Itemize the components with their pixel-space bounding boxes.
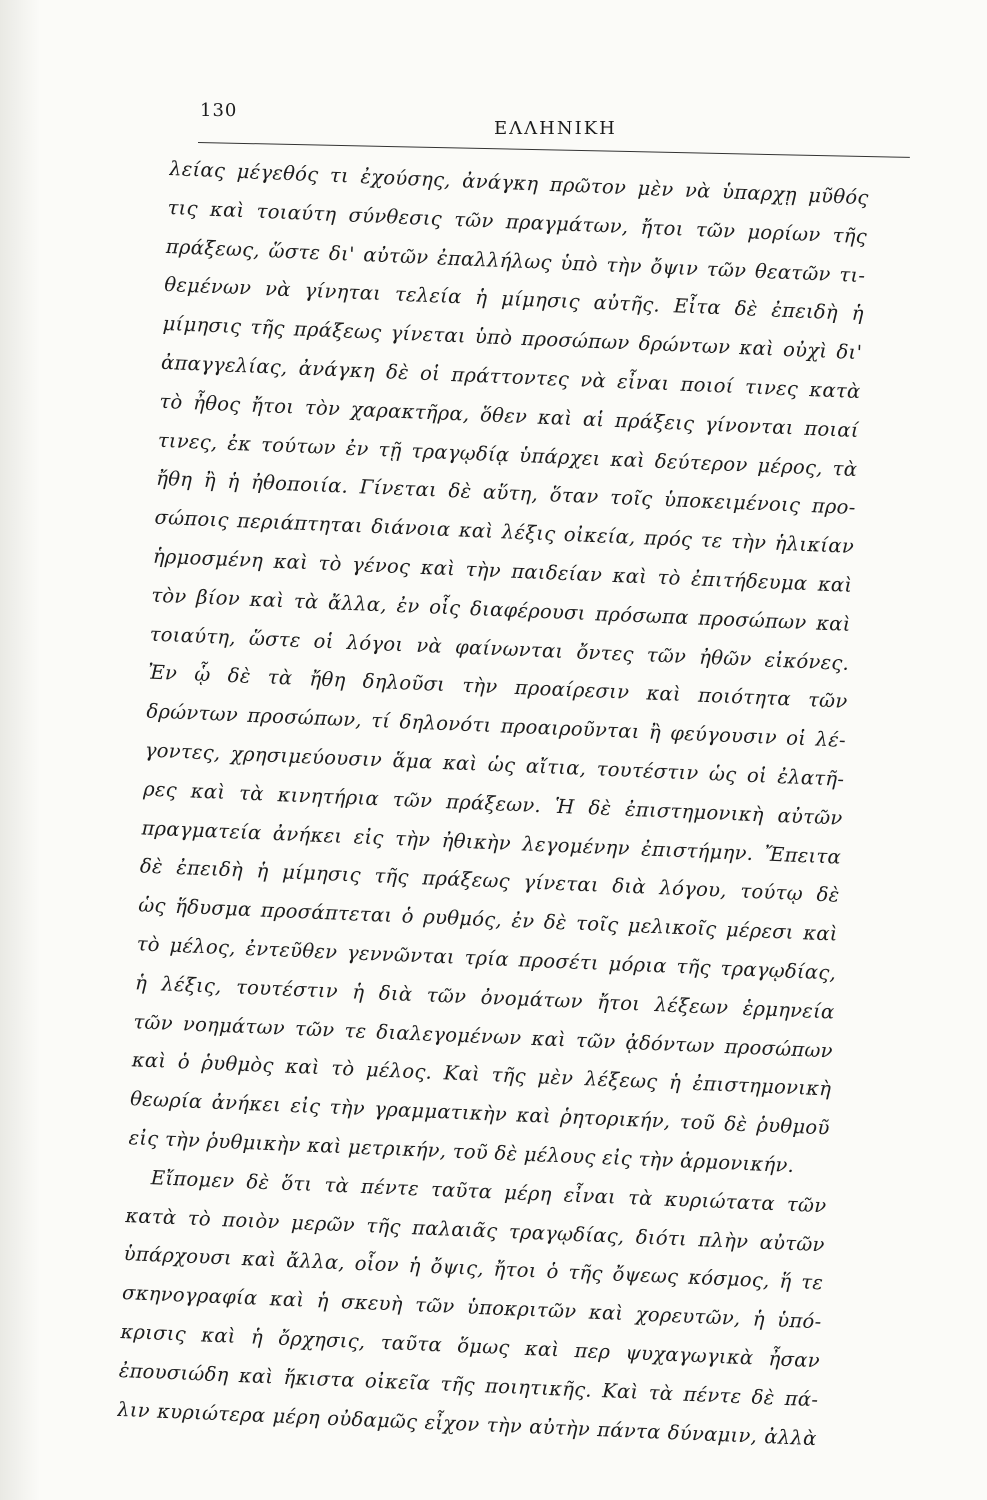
- text-line: δὲ ἐπειδὴ ἡ μίμησις τῆς πράξεως γίνεται διὰ λόγου, τούτῳ δὲ: [139, 854, 840, 908]
- text-line: εἰς τὴν ῥυθμικὴν καὶ μετρικήν, τοῦ δὲ μέλους εἰς τὴν ἁρμονικήν.: [128, 1126, 795, 1177]
- text-line: πράξεως, ὥστε δι' αὐτῶν ἐπαλλήλως ὑπὸ τὴν ὄψιν τῶν θεατῶν τι-: [165, 234, 866, 287]
- text-line: ὑπάρχουσι καὶ ἄλλα, οἷον ἡ ὄψις, ἤτοι ὁ τῆς ὄψεως κόσμος, ἥ τε: [123, 1242, 824, 1295]
- text-line: γοντες, χρησιμεύουσιν ἅμα καὶ ὡς αἴτια, τουτέστιν ὡς οἱ ἐλατῆ-: [144, 738, 845, 791]
- text-line: ὡς ἥδυσμα προσάπτεται ὁ ρυθμός, ἐν δὲ τοῖς μελικοῖς μέρεσι καὶ: [137, 893, 839, 946]
- text-line: δρώντων προσώπων, τί δηλονότι προαιροῦνται ἢ φεύγουσιν οἱ λέ-: [145, 699, 847, 752]
- text-line: μίμησις τῆς πράξεως γίνεται ὑπὸ προσώπων δρώντων καὶ οὐχὶ δι': [162, 312, 863, 365]
- text-line: τῶν νοημάτων τῶν τε διαλεγομένων καὶ τῶν ᾀδόντων προσώπων: [133, 1009, 834, 1063]
- page-number: 130: [200, 100, 238, 121]
- text-line: ἡ λέξις, τουτέστιν ἡ διὰ τῶν ὀνομάτων ἤτοι λέξεων ἑρμηνεία: [134, 971, 835, 1024]
- text-line: σώποις περιάπτηται διάνοια καὶ λέξις οἰκεία, πρός τε τὴν ἡλικίαν: [154, 505, 855, 559]
- text-line: λιν κυριώτερα μέρη οὐδαμῶς εἶχον τὴν αὐτὴν πάντα δύναμιν, ἀλλὰ: [116, 1397, 818, 1450]
- text-line: τις καὶ τοιαύτη σύνθεσις τῶν πραγμάτων, ἤτοι τῶν μορίων τῆς: [167, 195, 868, 249]
- running-title: ΕΛΛΗΝΙΚΗ: [494, 118, 617, 139]
- text-line: ἡρμοσμένη καὶ τὸ γένος καὶ τὴν παιδείαν καὶ τὸ ἐπιτήδευμα καὶ: [152, 544, 853, 597]
- text-line: κατὰ τὸ ποιὸν μερῶν τῆς παλαιᾶς τραγῳδίας, διότι πλὴν αὐτῶν: [124, 1203, 826, 1256]
- text-line: τὸ μέλος, ἐντεῦθεν γεννῶνται τρία προσέτι μόρια τῆς τραγῳδίας,: [136, 932, 837, 985]
- text-line: τοιαύτη, ὥστε οἱ λόγοι νὰ φαίνωνται ὄντες τῶν ἠθῶν εἰκόνες.: [149, 622, 850, 675]
- text-line: ρες καὶ τὰ κινητήρια τῶν πράξεων. Ἡ δὲ ἐπιστημονικὴ αὐτῶν: [142, 777, 844, 830]
- text-line: τὸν βίον καὶ τὰ ἄλλα, ἐν οἷς διαφέρουσι πρόσωπα προσώπων καὶ: [150, 583, 852, 636]
- paragraph-start-line: Εἴπομεν δὲ ὅτι τὰ πέντε ταῦτα μέρη εἶναι τὰ κυριώτατα τῶν: [150, 1165, 827, 1218]
- text-line: θεωρία ἀνήκει εἰς τὴν γραμματικὴν καὶ ῥητορικήν, τοῦ δὲ ῥυθμοῦ: [129, 1087, 831, 1140]
- text-line: ἤθη ἢ ἡ ἠθοποιία. Γίνεται δὲ αὕτη, ὅταν τοῖς ὑποκειμένοις προ-: [155, 467, 857, 520]
- text-line: ἐπουσιώδη καὶ ἥκιστα οἰκεῖα τῆς ποιητικῆς. Καὶ τὰ πέντε δὲ πά-: [118, 1358, 819, 1411]
- text-line: τινες, ἐκ τούτων ἐν τῇ τραγῳδίᾳ ὑπάρχει καὶ δεύτερον μέρος, τὰ: [157, 428, 858, 481]
- text-line: τὸ ἦθος ἤτοι τὸν χαρακτῆρα, ὅθεν καὶ αἱ πράξεις γίνονται ποιαί: [158, 389, 860, 442]
- text-line: Ἐν ᾧ δὲ τὰ ἤθη δηλοῦσι τὴν προαίρεσιν καὶ ποιότητα τῶν: [147, 660, 848, 714]
- text-line: σκηνογραφία καὶ ἡ σκευὴ τῶν ὑποκριτῶν καὶ χορευτῶν, ἡ ὑπό-: [121, 1281, 822, 1334]
- gutter-shadow: [0, 0, 40, 1500]
- text-line: κρισις καὶ ἡ ὄρχησις, ταῦτα ὅμως καὶ περ ψυχαγωγικὰ ἦσαν: [120, 1319, 821, 1373]
- text-line: λείας μέγεθός τι ἐχούσης, ἀνάγκη πρῶτον μὲν νὰ ὑπαρχῃ μῦθός: [168, 156, 870, 210]
- text-line: καὶ ὁ ῥυθμὸς καὶ τὸ μέλος. Καὶ τῆς μὲν λέξεως ἡ ἐπιστημονικὴ: [131, 1048, 832, 1101]
- text-line: πραγματεία ἀνήκει εἰς τὴν ἠθικὴν λεγομένην ἐπιστήμην. Ἔπειτα: [141, 815, 842, 869]
- text-line: ἀπαγγελίας, ἀνάγκη δὲ οἱ πράττοντες νὰ εἶναι ποιοί τινες κατὰ: [160, 350, 861, 404]
- text-line: θεμένων νὰ γίνηται τελεία ἡ μίμησις αὐτῆς. Εἶτα δὲ ἐπειδὴ ἡ: [163, 273, 865, 326]
- body-text: [116, 150, 869, 1458]
